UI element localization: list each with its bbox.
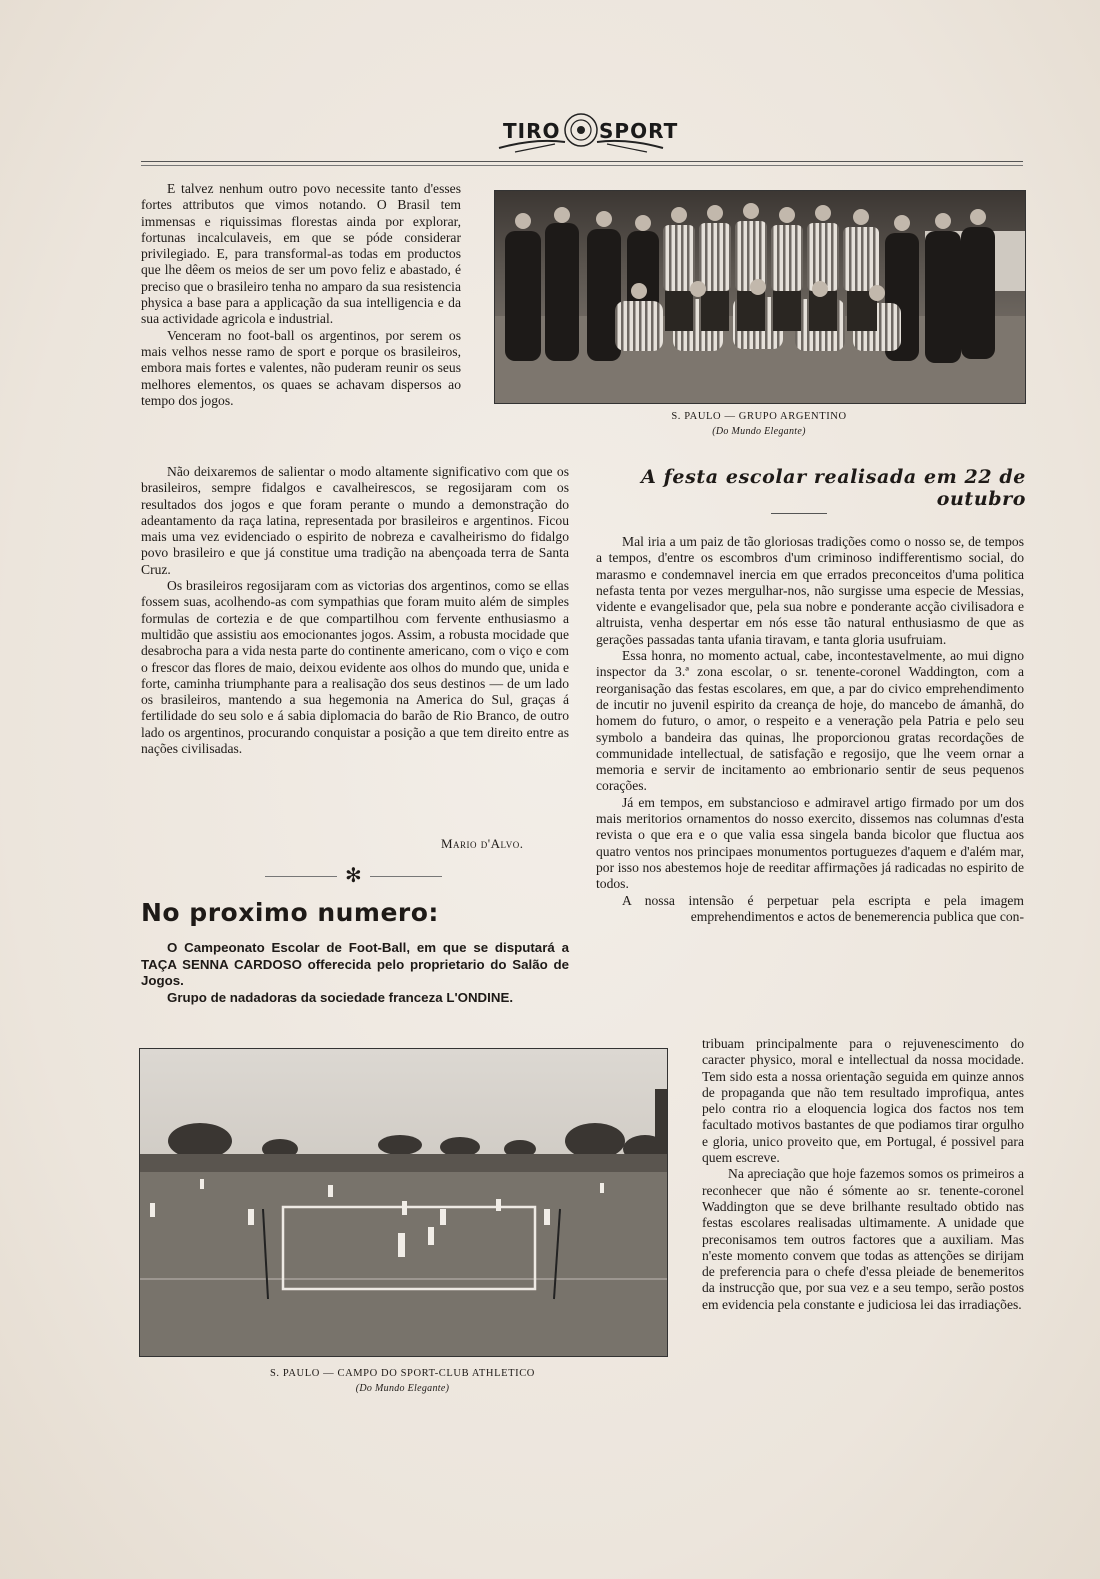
left-article-top <box>141 181 461 409</box>
divider-rule-left <box>265 876 337 877</box>
festa-article-title: A festa escolar realisada em 22 de outubro <box>641 466 1026 510</box>
title-rule <box>771 513 827 514</box>
festa-article-top <box>596 534 1024 925</box>
divider-rule-right <box>370 876 442 877</box>
field-photo-caption <box>139 1368 666 1394</box>
paragraph: Na apreciação que hoje fazemos somos os primeiros a reconhecer que não é sómente ao sr. tenente-coronel Waddington que se deve brilhante resultado obtido nas festas escolares realisadas ultimamente. A unidade que preconisamos tem outros factores que a auxiliam. Mas n'este momento convem que todas as attenções se dirijam de preferencia para o chefe d'essa pleiade de benemeritos da instrucção que, por sua vez e a seu tempo, serão postos em evidencia pela constante e judiciosa lei das irradiações. <box>702 1166 1024 1312</box>
caption-source: (Do Mundo Elegante) <box>355 1383 450 1394</box>
paragraph: Já em tempos, em substancioso e admiravel artigo firmado por um dos mais meritorios ornamentos do nosso exercito, dissemos nas columnas d'esta revista o que era e o que valia essa singela banda bicolor que fluctua aos quatro ventos nos principaes monumentos portuguezes d'aquem e d'além mar, por isso nos abestemos hoje de reeditar affirmações já radicadas no espirito de todos. <box>596 794 1024 892</box>
next-issue-list <box>141 940 569 1006</box>
tiro-sport-masthead-logo <box>495 108 679 156</box>
caption-title: S. PAULO — GRUPO ARGENTINO <box>671 411 847 422</box>
paragraph: E talvez nenhum outro povo necessite tanto d'esses fortes attributos que vimos notando. O Brasil tem immensas e riquissimas florestas ainda por explorar, fortunas incalculaveis, em que se póde considerar privilegiado. E, para transformal-as todas em productos que lhe dêem os meios de ser um povo feliz e abastado, é preciso que o brasileiro tenha no amparo da sua resistencia physica a base para a applicação da sua intelligencia e da sua actividade agricola e industrial. <box>141 181 461 327</box>
paragraph: Mal iria a um paiz de tão gloriosas tradições como o nosso se, de tempos a tempos, d'entre os escombros d'um criminoso indifferentismo social, do marasmo e condemnavel inercia em que errados preconceitos d'uma politica nefasta tenta por vezes mergulhar-nos, não surgisse uma especie de Messias, vidente e evangelisador que, pela sua nobre e ponderante acção civilisadora e altruista, venha despertar em nós esse tão natural enthusiasmo de que as gerações passadas tanta ufania tiravam, e tanta gloria usufruiam. <box>596 534 1024 647</box>
festa-article-bottom <box>702 1036 1024 1313</box>
paragraph: tribuam principalmente para o rejuvenescimento do caracter physico, moral e intellectual da nossa mocidade. Tem sido esta a nossa orientação seguida em quinze annos de propaganda que não tem resultado improfiqua, antes pelo contra rio a eloquencia logica dos factos nos tem facultado motivos bastantes de que podiamos tirar orgulho e gloria, unico proveito que, em Portugal, é possivel para quem escreve. <box>702 1036 1024 1166</box>
next-issue-item: O Campeonato Escolar de Foot-Ball, em que se disputará a TAÇA SENNA CARDOSO offerecida pelo proprietario do Salão de Jogos. <box>141 940 569 988</box>
paragraph: A nossa intensão é perpetuar pela escripta e pela imagem emprehendimentos e actos de benemerencia publica que con- <box>622 892 1024 924</box>
caption-title: S. PAULO — CAMPO DO SPORT-CLUB ATHLETICO <box>269 1368 535 1379</box>
paragraph: Venceram no foot-ball os argentinos, por serem os mais velhos nesse ramo de sport e porque os brasileiros, embora mais fortes e valentes, não puderam reunir os seus melhores elementos, os quaes se achavam dispersos ao tempo dos jogos. <box>141 327 461 408</box>
team-photo <box>494 190 1026 404</box>
next-issue-title: No proximo numero: <box>141 898 439 927</box>
svg-text:TIRO: TIRO <box>503 119 561 143</box>
svg-text:SPORT: SPORT <box>599 119 679 143</box>
header-rule-thin <box>141 165 1023 166</box>
caption-source: (Do Mundo Elegante) <box>712 426 806 437</box>
team-photo-caption <box>494 411 1024 437</box>
header-rule <box>141 161 1023 162</box>
paragraph: Não deixaremos de salientar o modo altamente significativo com que os brasileiros, sempre fidalgos e cavalheirescos, se regosijaram com os resultados dos jogos e que foram perante o mundo a demonstração do adeantamento da raça latina, representada por brasileiros e argentinos. Ficou mais uma vez evidenciado o espirito de nobreza e cavalheirismo do fidalgo povo brasileiro e que já constitue uma tradição na abençoada terra de Santa Cruz. <box>141 464 569 577</box>
left-article-bottom <box>141 464 569 757</box>
next-issue-item: Grupo de nadadoras da sociedade franceza L'ONDINE. <box>167 989 514 1005</box>
author-signature: Mario d'Alvo. <box>441 836 524 851</box>
paragraph: Os brasileiros regosijaram com as victorias dos argentinos, como se ellas fossem suas, acolhendo-as com sympathias que foram muito além de simples formulas de cortezia e de que compartilhou com fervente enthusiasmo a multidão que assistiu aos emocionantes jogos. Assim, a robusta mocidade que desabrocha para a vida nesta parte do continente americano, com o viço e com o frescor das flores de maio, deixou evidente aos olhos do mundo que, unida e forte, caminha triumphante para a realisação dos seus destinos — de um lado os brasileiros, mantendo a sua hegemonia na America do Sul, graças á fertilidade do seu solo e á sabia diplomacia do barão de Rio Branco, de outro lado os argentinos, procurando conquistar a posição a que tem direito entre as nações civilisadas. <box>141 578 569 757</box>
paragraph: Essa honra, no momento actual, cabe, incontestavelmente, ao mui digno inspector da 3.ª zona escolar, o sr. tenente-coronel Waddington, com a reorganisação das festas escolares, em que, a par do civico emprehendimento de incutir no juvenil espirito da creança de hoje, do mancebo de ámanhã, do homem do futuro, o amor, o respeito e a veneração pela Patria e pelo seu symbolo a bandeira das quinas, lhe proporcionou gratas recordações de communidade intellectual, de satisfação e regosijo, que lhe veem ornar a memoria e servir de incitamento ao embrionario sentir de seus pequenos corações. <box>596 648 1024 794</box>
asterisk-ornament-icon: ✻ <box>345 865 362 887</box>
field-photo <box>139 1048 668 1357</box>
